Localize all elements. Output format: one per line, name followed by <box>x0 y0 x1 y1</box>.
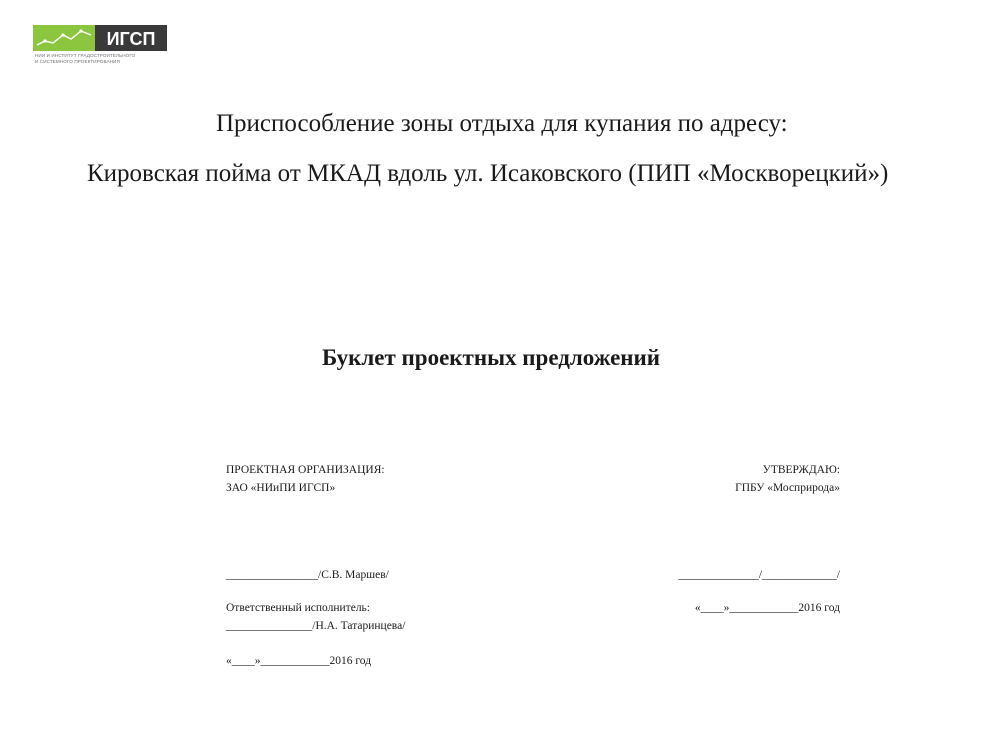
logo-wordmark: ИГСП <box>106 29 156 49</box>
right-date-line: «____»____________2016 год <box>694 602 840 614</box>
org-name: ЗАО «НИиПИ ИГСП» <box>226 482 336 494</box>
igsp-logo <box>33 25 167 65</box>
booklet-title: Буклет проектных предложений <box>322 345 661 370</box>
org-label: ПРОЕКТНАЯ ОРГАНИЗАЦИЯ: <box>226 464 385 476</box>
project-title-line2: Кировская пойма от МКАД вдоль ул. Исаковского (ПИП «Москворецкий») <box>87 160 889 187</box>
project-title-line1: Приспособление зоны отдыха для купания по адресу: <box>216 110 788 137</box>
responsible-label: Ответственный исполнитель: <box>226 602 370 614</box>
left-date-line: «____»____________2016 год <box>226 655 372 667</box>
igsp-logo-mark <box>33 25 167 53</box>
logo-subtitle-line1: НИИ И ИНСТИТУТ ГРАДОСТРОИТЕЛЬНОГО <box>35 53 136 58</box>
logo-subtitle-line2: И СИСТЕМНОГО ПРОЕКТИРОВАНИЯ <box>35 58 120 64</box>
org-signer-line: ________________/С.В. Маршев/ <box>226 569 389 581</box>
approve-label: УТВЕРЖДАЮ: <box>762 464 840 476</box>
logo-subtitle <box>35 53 169 64</box>
responsible-signer-line: _______________/Н.А. Татаринцева/ <box>226 620 406 632</box>
approve-signer-line: ______________/_____________/ <box>678 569 840 581</box>
approve-org: ГПБУ «Мосприрода» <box>735 482 840 494</box>
